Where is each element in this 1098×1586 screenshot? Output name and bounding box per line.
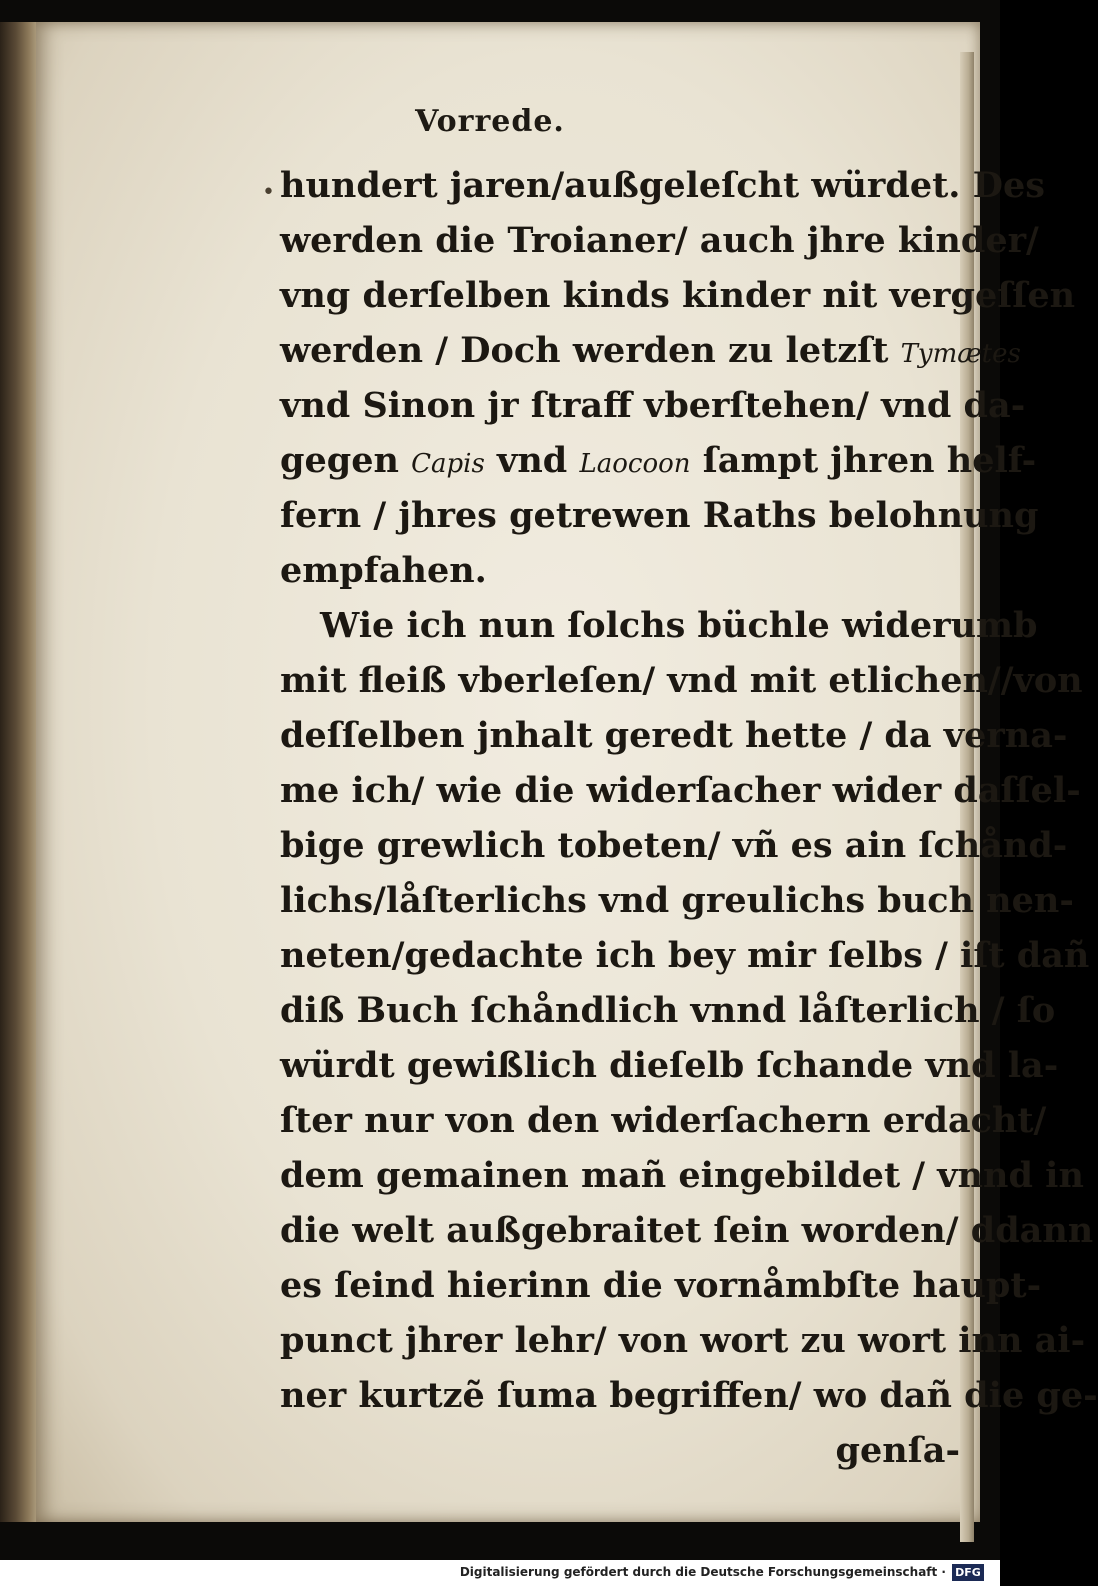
text-line bbox=[280, 708, 1068, 763]
line-text: bige grewlich tobeten/ vñ es ain ſchånd- bbox=[280, 825, 1068, 866]
line-text: dem gemainen mañ eingebildet / vnnd in bbox=[280, 1155, 1084, 1196]
text-line bbox=[280, 873, 1074, 928]
margin-mark-icon: • bbox=[262, 180, 275, 205]
text-line bbox=[280, 598, 1038, 653]
text-block bbox=[280, 158, 1098, 1478]
text-line bbox=[280, 323, 1021, 378]
line-text: ſampt jhren helf- bbox=[690, 440, 1037, 481]
text-line bbox=[280, 1258, 1042, 1313]
text-line bbox=[280, 983, 1056, 1038]
text-line bbox=[280, 158, 1045, 213]
line-text: neten/gedachte ich bey mir ſelbs / iſt dañ bbox=[280, 935, 1090, 976]
line-text: deſſelben jnhalt geredt hette / da verna- bbox=[280, 715, 1068, 756]
text-line bbox=[280, 818, 1068, 873]
text-line bbox=[280, 1038, 1059, 1093]
line-text: vng derſelben kinds kinder nit vergeſſen bbox=[280, 275, 1076, 316]
line-text: gegen bbox=[280, 440, 412, 481]
text-line bbox=[280, 653, 1083, 708]
latin-word: Laocoon bbox=[579, 449, 691, 479]
line-text: ſter nur von den widerſachern erdacht/ bbox=[280, 1100, 1047, 1141]
text-line bbox=[280, 1203, 1094, 1258]
line-text: punct jhrer lehr/ von wort zu wort inn ai- bbox=[280, 1320, 1086, 1361]
text-line bbox=[280, 1148, 1084, 1203]
line-text: fern / jhres getrewen Raths belohnung bbox=[280, 495, 1039, 536]
text-line bbox=[280, 1423, 960, 1478]
line-text: genſa- bbox=[835, 1430, 960, 1471]
line-text: vnd Sinon jr ſtraff vberſtehen/ vnd da- bbox=[280, 385, 1026, 426]
text-line bbox=[280, 213, 1039, 268]
text-line bbox=[280, 378, 1026, 433]
text-line bbox=[280, 1368, 1098, 1423]
text-line bbox=[280, 433, 1037, 488]
line-text: ner kurtzẽ ſuma begriffen/ wo dañ die ge- bbox=[280, 1375, 1098, 1416]
latin-word: Tymætes bbox=[900, 339, 1021, 369]
line-text: mit fleiß vberleſen/ vnd mit etlichen//von bbox=[280, 660, 1083, 701]
line-text: empfahen. bbox=[280, 550, 487, 591]
line-text: Wie ich nun ſolchs büchle widerumb bbox=[320, 605, 1038, 646]
running-head: Vorrede. bbox=[415, 104, 565, 139]
line-text: diß Buch ſchåndlich vnnd låſterlich / ſo bbox=[280, 990, 1056, 1031]
text-line bbox=[280, 543, 960, 598]
text-line bbox=[280, 1313, 1086, 1368]
line-text: es ſeind hierinn die vornåmbſte haupt- bbox=[280, 1265, 1042, 1306]
footer-credit: Digitalisierung gefördert durch die Deutsche Forschungsgemeinschaft · bbox=[459, 1565, 946, 1579]
text-line bbox=[280, 1093, 1047, 1148]
line-text: hundert jaren/außgeleſcht würdet. Des bbox=[280, 165, 1045, 206]
line-text: werden die Troianer/ auch jhre kinder/ bbox=[280, 220, 1039, 261]
text-line bbox=[280, 763, 1081, 818]
line-text: lichs/låſterlichs vnd greulichs buch nen- bbox=[280, 880, 1074, 921]
line-text: vnd bbox=[484, 440, 580, 481]
text-line bbox=[280, 268, 1076, 323]
line-text: me ich/ wie die widerſacher wider daſſel- bbox=[280, 770, 1081, 811]
line-text: würdt gewißlich dieſelb ſchande vnd la- bbox=[280, 1045, 1059, 1086]
text-line bbox=[280, 488, 1039, 543]
dfg-logo: DFG bbox=[952, 1564, 984, 1581]
line-text: werden / Doch werden zu letzſt bbox=[280, 330, 901, 371]
latin-word: Capis bbox=[411, 449, 485, 479]
line-text: die welt außgebraitet ſein worden/ ddann bbox=[280, 1210, 1094, 1251]
book-binding bbox=[0, 22, 40, 1522]
text-line bbox=[280, 928, 1090, 983]
footer-bar bbox=[0, 1560, 1000, 1586]
